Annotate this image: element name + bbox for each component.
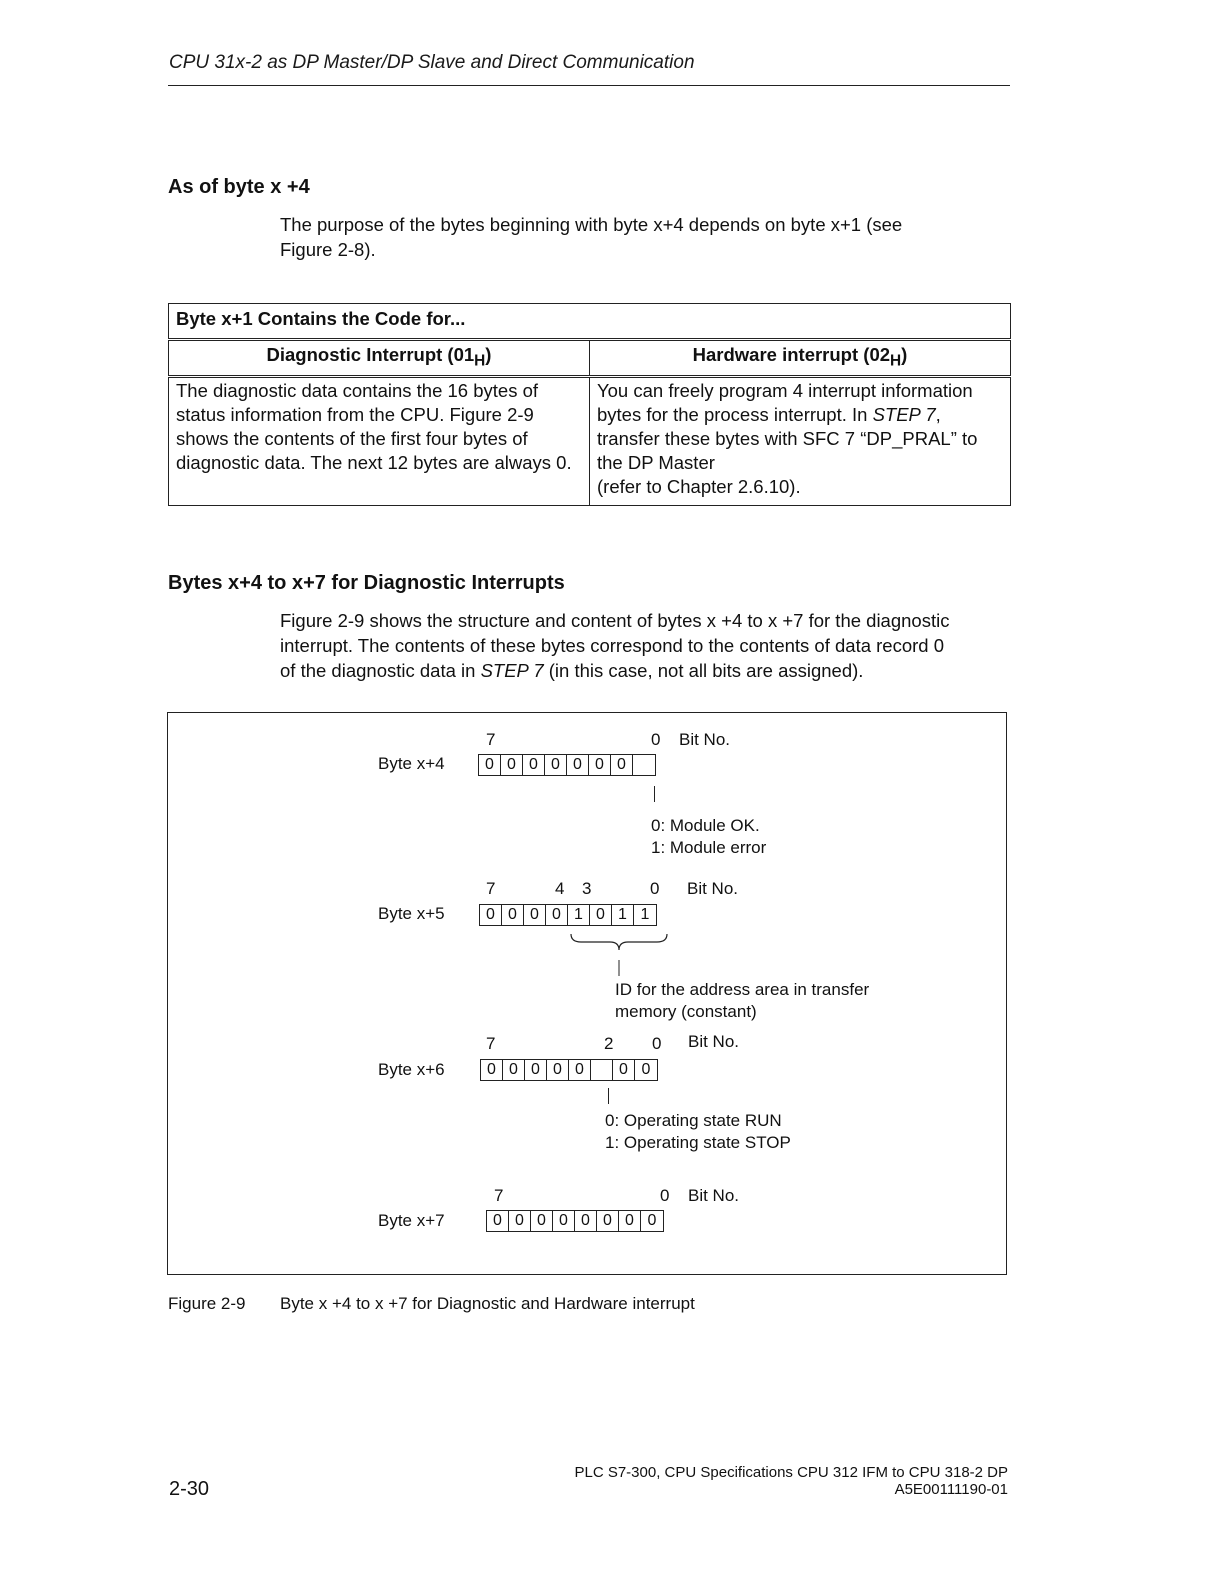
byte7-bit-0: 0: [647, 1212, 657, 1229]
hw-text-part3: (refer to Chapter 2.6.10).: [597, 475, 801, 497]
byte5-brace-curve: [571, 934, 667, 950]
byte7-bit-3: 0: [575, 1211, 597, 1231]
hw-header-sub: H: [890, 352, 902, 370]
figure-frame: [167, 712, 1007, 1275]
section2-line3: [280, 658, 949, 683]
byte7-bit0-label: 0: [660, 1186, 670, 1205]
byte7-bit7-label: 7: [494, 1186, 504, 1205]
byte6-bit-4: 0: [547, 1060, 569, 1080]
byte5-bit-7: 0: [480, 905, 502, 925]
section2-line3-a: of the diagnostic data in: [280, 660, 481, 681]
footer-doc-info: [574, 1464, 1008, 1498]
byte6-pointer-line: [608, 1088, 609, 1104]
byte6-bit-7: 0: [481, 1060, 503, 1080]
running-header: CPU 31x-2 as DP Master/DP Slave and Direct Communication: [169, 52, 695, 73]
byte7-bit-4: 0: [553, 1211, 575, 1231]
diag-header-close: ): [485, 344, 492, 365]
byte4-note-line1: 0: Module OK.: [651, 816, 760, 835]
byte7-bitno-label: Bit No.: [688, 1186, 740, 1205]
byte5-brace: [568, 932, 670, 980]
byte5-bitno-label: Bit No.: [687, 879, 739, 898]
section2-line2: interrupt. The contents of these bytes correspond to the contents of data record 0: [280, 635, 945, 656]
byte6-bit-3: 0: [569, 1060, 591, 1080]
section2-line3-b: (in this case, not all bits are assigned).: [543, 660, 864, 681]
section-heading-byte-x4: As of byte x +4: [168, 176, 310, 198]
table-header-hardware: [590, 340, 1011, 377]
byte6-bit-6: 0: [503, 1060, 525, 1080]
byte7-bit-1: 0: [619, 1211, 641, 1231]
byte6-note-line2: 1: Operating state STOP: [605, 1133, 791, 1152]
byte6-bit-row: [480, 1059, 658, 1081]
section2-line1: Figure 2-9 shows the structure and content of bytes x +4 to x +7 for the diagnostic: [280, 610, 950, 631]
page-number: 2-30: [169, 1478, 210, 1500]
byte5-bit7-label: 7: [486, 879, 496, 898]
byte-x1-code-table: [168, 303, 1011, 506]
byte6-bit-2: [591, 1060, 613, 1080]
byte7-bit-7: 0: [487, 1211, 509, 1231]
byte7-bit-5: 0: [531, 1211, 553, 1231]
hw-header-text: Hardware interrupt (02: [692, 344, 891, 365]
byte4-bit-7: 0: [479, 755, 501, 775]
byte5-bit-4: 0: [546, 905, 568, 925]
byte7-bit-6: 0: [509, 1211, 531, 1231]
byte6-label: Byte x+6: [378, 1060, 445, 1079]
byte4-pointer-line: [654, 786, 655, 802]
byte4-bit-4: 0: [545, 755, 567, 775]
byte4-bit-3: 0: [567, 755, 589, 775]
figure-caption-text: Byte x +4 to x +7 for Diagnostic and Hardware interrupt: [280, 1294, 695, 1313]
byte5-bit-2: 0: [590, 905, 612, 925]
table-header-diagnostic: [169, 340, 590, 377]
byte5-bit3-label: 3: [582, 879, 592, 898]
footer-doc-number: A5E00111190-01: [894, 1481, 1008, 1498]
hw-text-step7: STEP 7: [872, 403, 936, 425]
hw-header-close: ): [901, 344, 908, 365]
byte4-note-line2: 1: Module error: [651, 838, 767, 857]
byte5-bit-6: 0: [502, 905, 524, 925]
figure-caption-number: Figure 2-9: [168, 1294, 246, 1313]
section1-paragraph: [280, 212, 902, 262]
byte5-note-line2: memory (constant): [615, 1002, 757, 1021]
section2-line3-step7: STEP 7: [480, 660, 544, 681]
byte5-label: Byte x+5: [378, 904, 445, 923]
byte6-bit-5: 0: [525, 1060, 547, 1080]
diag-header-text: Diagnostic Interrupt (01: [266, 344, 475, 365]
byte4-bit-5: 0: [523, 755, 545, 775]
byte6-bit0-label: 0: [652, 1034, 662, 1053]
byte5-bit-1: 1: [612, 905, 634, 925]
diag-header-sub: H: [474, 352, 486, 370]
byte5-bit-3: 1: [568, 905, 590, 925]
byte5-bit-0: 1: [640, 906, 650, 923]
byte4-label: Byte x+4: [378, 754, 445, 773]
hw-text-part1: You can freely program 4 interrupt information bytes for the process interrupt. In: [597, 379, 973, 425]
byte4-bit0-label: 0: [651, 730, 661, 749]
byte5-note: [615, 979, 869, 1023]
byte6-note: [605, 1110, 791, 1154]
byte5-bit-5: 0: [524, 905, 546, 925]
table-caption: Byte x+1 Contains the Code for...: [169, 304, 1011, 340]
byte6-note-line1: 0: Operating state RUN: [605, 1111, 782, 1130]
byte4-bit-1: 0: [611, 755, 633, 775]
byte6-bit-0: 0: [641, 1061, 651, 1078]
section1-line2: Figure 2-8).: [280, 239, 376, 260]
byte7-bit-row: [486, 1210, 664, 1232]
byte4-bit-6: 0: [501, 755, 523, 775]
section-heading-bytes-x4-x7: Bytes x+4 to x+7 for Diagnostic Interrupts: [168, 572, 565, 594]
section1-line1: The purpose of the bytes beginning with byte x+4 depends on byte x+1 (see: [280, 214, 903, 235]
table-cell-diagnostic: The diagnostic data contains the 16 bytes of status information from the CPU. Figure 2-9 shows the contents of the first four bytes of diagnostic data. The next 12 bytes are always 0.: [169, 376, 590, 505]
byte4-bit-0: [633, 755, 655, 775]
byte4-note: [651, 815, 766, 859]
byte6-bit-1: 0: [613, 1060, 635, 1080]
byte5-bit4-label: 4: [555, 879, 565, 898]
byte6-bitno-label: Bit No.: [688, 1032, 740, 1051]
byte5-bit-row: [479, 904, 657, 926]
header-rule: [168, 85, 1010, 86]
byte5-note-line1: ID for the address area in transfer: [615, 980, 870, 999]
byte6-bit2-label: 2: [604, 1034, 614, 1053]
byte4-bit-row: [478, 754, 656, 776]
byte7-bit-2: 0: [597, 1211, 619, 1231]
byte5-bit0-label: 0: [650, 879, 660, 898]
section2-paragraph: [280, 608, 949, 683]
byte6-bit7-label: 7: [486, 1034, 496, 1053]
byte4-bitno-label: Bit No.: [679, 730, 731, 749]
byte7-label: Byte x+7: [378, 1211, 445, 1230]
hw-text-part2: , transfer these bytes with SFC 7 “DP_PRAL” to the DP Master: [597, 403, 978, 473]
byte4-bit-2: 0: [589, 755, 611, 775]
table-cell-hardware: [590, 376, 1011, 505]
footer-doc-title: PLC S7-300, CPU Specifications CPU 312 IFM to CPU 318-2 DP: [574, 1464, 1008, 1481]
byte4-bit7-label: 7: [486, 730, 496, 749]
